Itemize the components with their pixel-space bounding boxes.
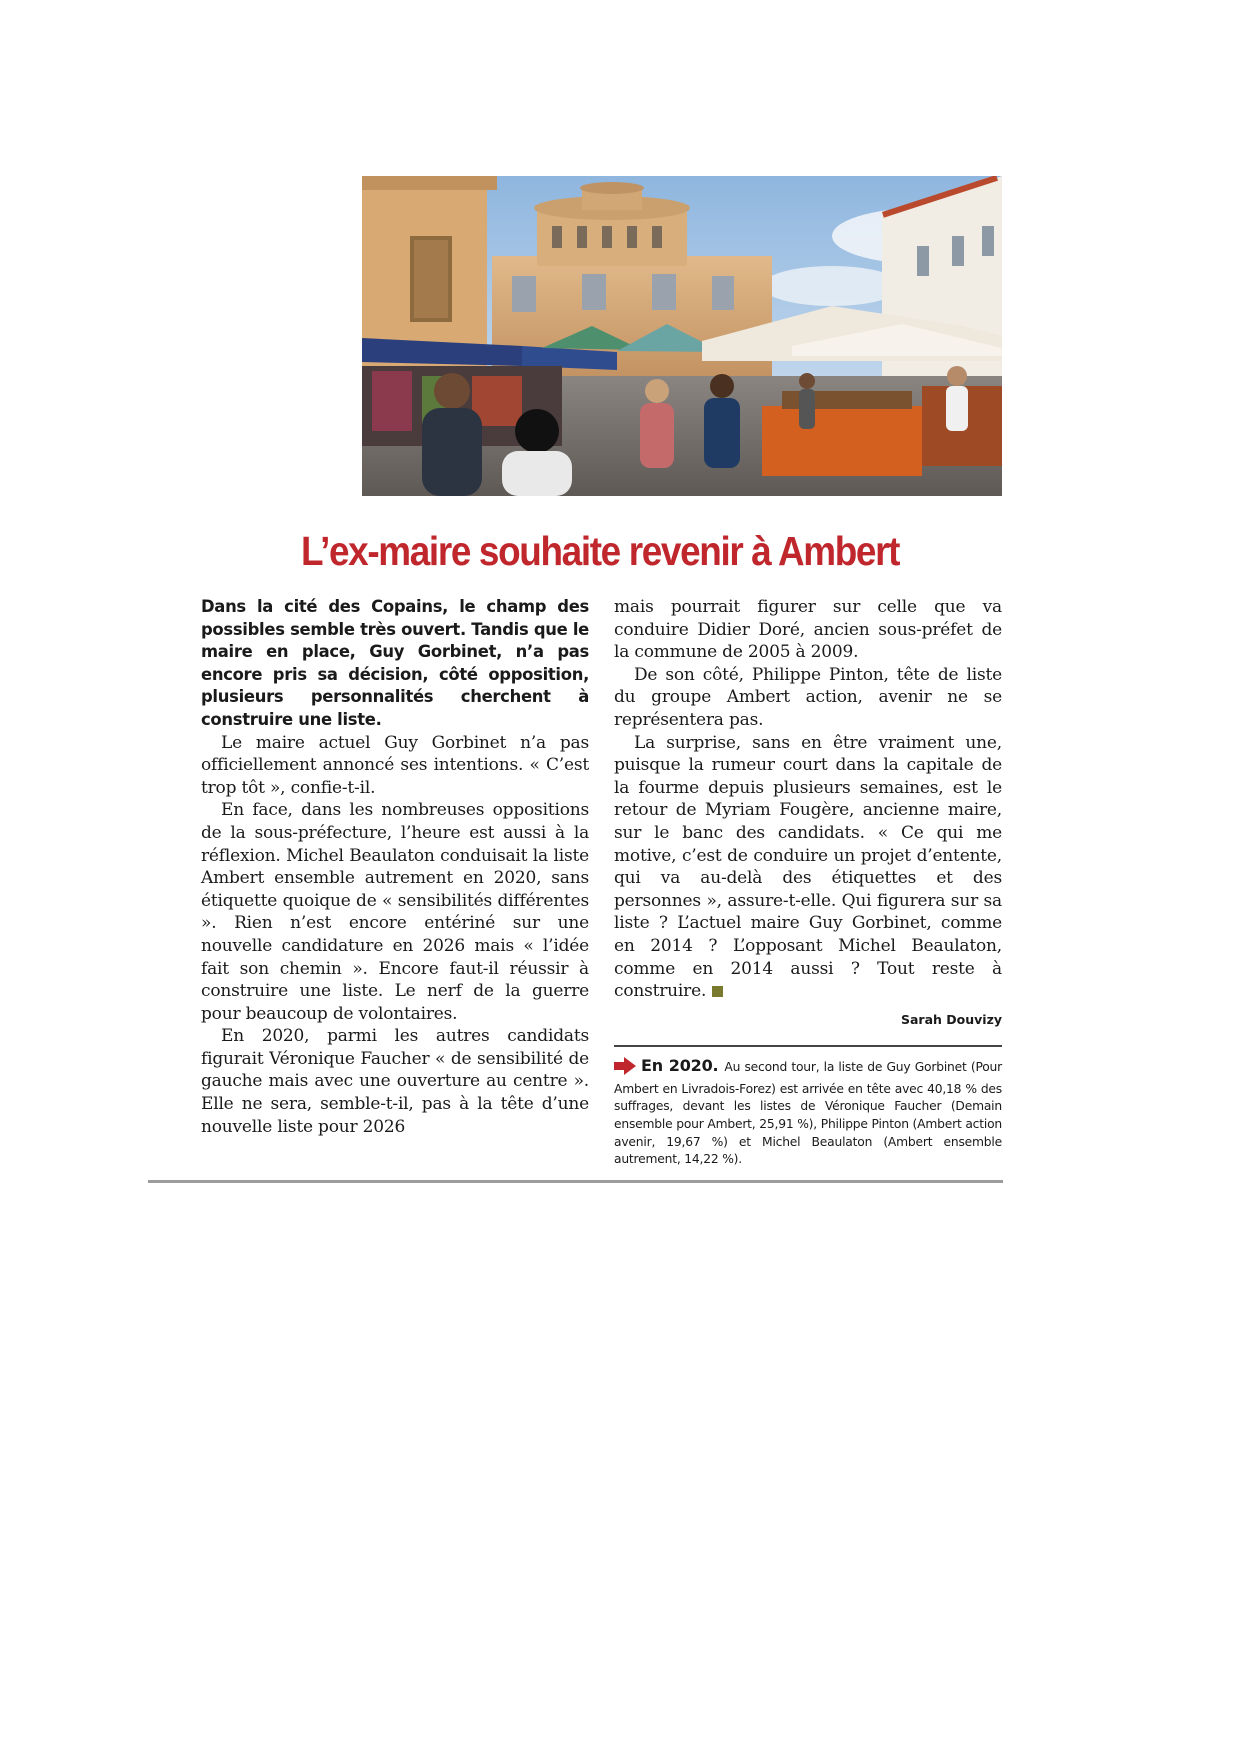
body-paragraph: De son côté, Philippe Pinton, tête de liste du groupe Ambert action, avenir ne se représentera pas. — [614, 664, 1002, 730]
article-column-right — [614, 596, 1002, 1169]
end-square-icon — [712, 986, 723, 997]
bottom-rule — [148, 1180, 1003, 1183]
body-paragraph: En 2020, parmi les autres candidats figurait Véronique Faucher « de sensibilité de gauche mais avec une ouverture au centre ». Elle ne sera, semble-t-il, pas à la tête d’une nouvelle liste pour 2026 — [201, 1026, 589, 1137]
headline: L’ex-maire souhaite revenir à Ambert — [300, 528, 900, 574]
infobox-label: En 2020. — [641, 1056, 719, 1076]
article-photo — [362, 176, 1002, 496]
infobox — [614, 1057, 1002, 1169]
author-signature: Sarah Douvizy — [900, 1011, 1002, 1027]
right-arrow-icon — [614, 1057, 636, 1081]
body-paragraph: En face, dans les nombreuses oppositions de la sous-préfecture, l’heure est aussi à la réflexion. Michel Beaulaton conduisait la liste Ambert ensemble autrement en 2020, sans étiquette quoique de « sensibilités différentes ». Rien n’est encore entériné sur une nouvelle candidature en 2026 mais « l’idée fait son chemin ». Encore faut-il réussir à construire une liste. Le nerf de la guerre pour beaucoup de volontaires. — [201, 800, 589, 1024]
body-paragraph: Le maire actuel Guy Gorbinet n’a pas officiellement annoncé ses intentions. « C’est trop tôt », confie-t-il. — [201, 732, 589, 798]
infobox-text: Au second tour, la liste de Guy Gorbinet (Pour Ambert en Livradois-Forez) est arrivée en tête avec 40,18 % des suffrages, devant les listes de Véronique Faucher (Demain ensemble pour Ambert, 25,91 %), Philippe Pinton (Ambert action avenir, 19,67 %) et Michel Beaulaton (Ambert ensemble autrement, 14,22 %). — [614, 1060, 1002, 1167]
article-column-left — [201, 596, 589, 1138]
body-paragraph-final — [614, 732, 1002, 1003]
infobox-divider — [614, 1045, 1002, 1047]
body-paragraph: mais pourrait figurer sur celle que va conduire Didier Doré, ancien sous-préfet de la commune de 2005 à 2009. — [614, 597, 1002, 663]
final-paragraph-text: La surprise, sans en être vraiment une, puisque la rumeur court dans la capitale de la fourme depuis plusieurs semaines, est le retour de Myriam Fougère, ancienne maire, sur le banc des candidats. « Ce qui me motive, c’est de conduire un projet d’entente, qui va au-delà des étiquettes et des personnes », assure-t-elle. Qui figurera sur sa liste ? L’actuel maire Guy Gorbinet, comme en 2014 ? L’opposant Michel Beaulaton, comme en 2014 aussi ? Tout reste à construire. — [614, 732, 1002, 1002]
lead-paragraph: Dans la cité des Copains, le champ des possibles semble très ouvert. Tandis que le maire en place, Guy Gorbinet, n’a pas encore pris sa décision, côté opposition, plusieurs personnalités cherchent à construire une liste. — [201, 597, 589, 729]
